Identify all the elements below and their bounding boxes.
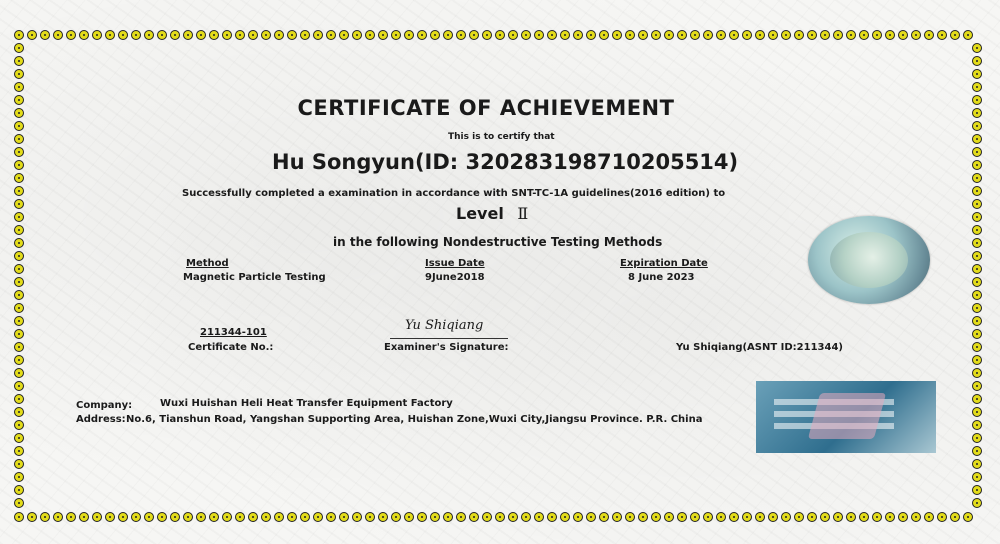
border-dot-icon xyxy=(742,512,752,522)
border-dot-icon xyxy=(768,30,778,40)
border-dot-icon xyxy=(963,30,973,40)
border-dot-icon xyxy=(14,186,24,196)
border-dot-icon xyxy=(300,512,310,522)
border-dot-icon xyxy=(222,30,232,40)
border-dot-icon xyxy=(14,485,24,495)
border-dot-icon xyxy=(118,512,128,522)
border-dot-icon xyxy=(404,30,414,40)
border-dot-icon xyxy=(807,512,817,522)
border-dot-icon xyxy=(326,30,336,40)
border-dot-icon xyxy=(14,368,24,378)
border-dot-icon xyxy=(972,238,982,248)
border-dot-icon xyxy=(430,30,440,40)
border-dot-icon xyxy=(729,512,739,522)
border-dot-icon xyxy=(638,512,648,522)
border-dot-icon xyxy=(14,498,24,508)
border-dot-icon xyxy=(560,30,570,40)
border-dot-icon xyxy=(14,160,24,170)
border-dot-icon xyxy=(573,512,583,522)
border-dot-icon xyxy=(586,512,596,522)
border-dot-icon xyxy=(14,238,24,248)
border-dot-icon xyxy=(14,420,24,430)
border-dot-icon xyxy=(690,512,700,522)
border-dot-icon xyxy=(443,30,453,40)
border-dot-icon xyxy=(972,498,982,508)
border-dot-icon xyxy=(703,512,713,522)
border-dot-icon xyxy=(170,512,180,522)
border-dot-icon xyxy=(547,30,557,40)
border-dot-icon xyxy=(742,30,752,40)
border-dot-icon xyxy=(833,512,843,522)
border-dot-icon xyxy=(781,30,791,40)
border-dot-icon xyxy=(14,277,24,287)
border-dot-icon xyxy=(972,251,982,261)
border-dot-icon xyxy=(261,30,271,40)
signature-line xyxy=(390,338,508,339)
certificate-title: CERTIFICATE OF ACHIEVEMENT xyxy=(297,96,675,120)
border-dot-icon xyxy=(53,30,63,40)
border-dot-icon xyxy=(261,512,271,522)
border-dot-icon xyxy=(972,56,982,66)
border-dot-icon xyxy=(677,30,687,40)
border-dot-icon xyxy=(937,30,947,40)
border-dot-icon xyxy=(183,512,193,522)
border-dot-icon xyxy=(326,512,336,522)
border-dot-icon xyxy=(846,30,856,40)
border-dot-icon xyxy=(612,512,622,522)
border-dot-icon xyxy=(755,30,765,40)
border-dot-icon xyxy=(14,446,24,456)
border-dot-icon xyxy=(972,381,982,391)
border-dot-icon xyxy=(313,512,323,522)
border-dot-icon xyxy=(972,303,982,313)
border-dot-icon xyxy=(521,30,531,40)
method-value: Magnetic Particle Testing xyxy=(183,272,326,283)
border-top xyxy=(14,30,973,40)
border-dot-icon xyxy=(14,394,24,404)
completion-statement: Successfully completed a examination in accordance with SNT-TC-1A guidelines(2016 edition) to xyxy=(182,188,726,199)
border-dot-icon xyxy=(677,512,687,522)
border-dot-icon xyxy=(157,512,167,522)
border-dot-icon xyxy=(27,30,37,40)
border-dot-icon xyxy=(972,69,982,79)
border-dot-icon xyxy=(972,407,982,417)
border-dot-icon xyxy=(599,512,609,522)
border-dot-icon xyxy=(638,30,648,40)
border-dot-icon xyxy=(131,30,141,40)
border-dot-icon xyxy=(495,512,505,522)
border-dot-icon xyxy=(339,512,349,522)
border-dot-icon xyxy=(972,134,982,144)
border-dot-icon xyxy=(443,512,453,522)
border-dot-icon xyxy=(105,30,115,40)
border-dot-icon xyxy=(534,512,544,522)
border-dot-icon xyxy=(625,30,635,40)
recipient-name: Hu Songyun(ID: 320283198710205514) xyxy=(272,150,739,174)
certificate-number: 211344-101 xyxy=(200,327,267,338)
border-dot-icon xyxy=(755,512,765,522)
border-dot-icon xyxy=(586,30,596,40)
border-dot-icon xyxy=(404,512,414,522)
level-value: Ⅱ xyxy=(517,204,529,223)
border-dot-icon xyxy=(456,512,466,522)
border-dot-icon xyxy=(14,472,24,482)
issue-date-header: Issue Date xyxy=(425,258,485,269)
border-dot-icon xyxy=(937,512,947,522)
border-dot-icon xyxy=(972,394,982,404)
border-dot-icon xyxy=(14,381,24,391)
border-dot-icon xyxy=(972,43,982,53)
border-dot-icon xyxy=(885,512,895,522)
border-dot-icon xyxy=(859,512,869,522)
border-dot-icon xyxy=(365,30,375,40)
issue-date-value: 9June2018 xyxy=(425,272,485,283)
expiration-date-header: Expiration Date xyxy=(620,258,708,269)
border-dot-icon xyxy=(872,512,882,522)
border-dot-icon xyxy=(144,30,154,40)
border-dot-icon xyxy=(14,147,24,157)
border-dot-icon xyxy=(105,512,115,522)
level xyxy=(456,204,528,223)
border-dot-icon xyxy=(521,512,531,522)
border-dot-icon xyxy=(378,30,388,40)
border-dot-icon xyxy=(547,512,557,522)
methods-line: in the following Nondestructive Testing Methods xyxy=(333,235,663,249)
border-dot-icon xyxy=(911,30,921,40)
border-dot-icon xyxy=(183,30,193,40)
border-dot-icon xyxy=(508,512,518,522)
border-dot-icon xyxy=(963,512,973,522)
border-dot-icon xyxy=(972,316,982,326)
method-header: Method xyxy=(186,258,229,269)
border-dot-icon xyxy=(14,329,24,339)
border-dot-icon xyxy=(820,512,830,522)
examiner-signature-label: Examiner's Signature: xyxy=(384,342,509,353)
border-dot-icon xyxy=(911,512,921,522)
border-dot-icon xyxy=(14,225,24,235)
border-dot-icon xyxy=(651,30,661,40)
border-dot-icon xyxy=(972,290,982,300)
border-dot-icon xyxy=(651,512,661,522)
border-dot-icon xyxy=(430,512,440,522)
border-dot-icon xyxy=(972,160,982,170)
border-dot-icon xyxy=(14,407,24,417)
border-dot-icon xyxy=(274,30,284,40)
border-dot-icon xyxy=(885,30,895,40)
border-dot-icon xyxy=(612,30,622,40)
border-dot-icon xyxy=(209,30,219,40)
border-dot-icon xyxy=(79,30,89,40)
border-dot-icon xyxy=(972,368,982,378)
border-dot-icon xyxy=(40,512,50,522)
border-dot-icon xyxy=(287,512,297,522)
border-dot-icon xyxy=(391,30,401,40)
border-dot-icon xyxy=(820,30,830,40)
border-dot-icon xyxy=(495,30,505,40)
border-dot-icon xyxy=(287,30,297,40)
border-dot-icon xyxy=(313,30,323,40)
border-dot-icon xyxy=(352,30,362,40)
company-logo-icon xyxy=(756,381,936,453)
border-dot-icon xyxy=(14,30,24,40)
border-dot-icon xyxy=(14,264,24,274)
border-dot-icon xyxy=(66,512,76,522)
border-dot-icon xyxy=(378,512,388,522)
border-dot-icon xyxy=(972,199,982,209)
border-dot-icon xyxy=(131,512,141,522)
border-dot-icon xyxy=(352,512,362,522)
border-dot-icon xyxy=(846,512,856,522)
border-dot-icon xyxy=(391,512,401,522)
border-dot-icon xyxy=(898,30,908,40)
border-dot-icon xyxy=(14,121,24,131)
border-dot-icon xyxy=(92,30,102,40)
border-dot-icon xyxy=(508,30,518,40)
border-dot-icon xyxy=(599,30,609,40)
border-dot-icon xyxy=(365,512,375,522)
border-dot-icon xyxy=(703,30,713,40)
hologram-seal-icon xyxy=(808,216,930,304)
border-dot-icon xyxy=(972,342,982,352)
border-dot-icon xyxy=(14,512,24,522)
border-dot-icon xyxy=(972,485,982,495)
border-dot-icon xyxy=(729,30,739,40)
address-label: Address: xyxy=(76,414,126,425)
border-dot-icon xyxy=(664,512,674,522)
level-label: Level xyxy=(456,204,504,223)
border-dot-icon xyxy=(40,30,50,40)
border-dot-icon xyxy=(456,30,466,40)
border-dot-icon xyxy=(235,30,245,40)
border-dot-icon xyxy=(716,512,726,522)
border-dot-icon xyxy=(972,446,982,456)
border-dot-icon xyxy=(196,512,206,522)
border-dot-icon xyxy=(339,30,349,40)
border-dot-icon xyxy=(950,30,960,40)
border-dot-icon xyxy=(14,303,24,313)
border-dot-icon xyxy=(794,512,804,522)
border-dot-icon xyxy=(14,56,24,66)
border-dot-icon xyxy=(833,30,843,40)
border-dot-icon xyxy=(972,329,982,339)
border-dot-icon xyxy=(482,512,492,522)
border-dot-icon xyxy=(417,30,427,40)
border-dot-icon xyxy=(573,30,583,40)
border-dot-icon xyxy=(27,512,37,522)
border-dot-icon xyxy=(14,251,24,261)
border-dot-icon xyxy=(222,512,232,522)
border-dot-icon xyxy=(14,43,24,53)
company-value: Wuxi Huishan Heli Heat Transfer Equipment Factory xyxy=(160,398,453,409)
border-dot-icon xyxy=(972,472,982,482)
border-dot-icon xyxy=(196,30,206,40)
company-label: Company: xyxy=(76,400,133,411)
border-bottom xyxy=(14,512,973,522)
border-dot-icon xyxy=(716,30,726,40)
border-dot-icon xyxy=(972,225,982,235)
border-dot-icon xyxy=(781,512,791,522)
border-dot-icon xyxy=(14,134,24,144)
border-dot-icon xyxy=(898,512,908,522)
border-dot-icon xyxy=(972,355,982,365)
border-dot-icon xyxy=(924,30,934,40)
border-dot-icon xyxy=(924,512,934,522)
border-dot-icon xyxy=(92,512,102,522)
border-dot-icon xyxy=(14,82,24,92)
address-value: No.6, Tianshun Road, Yangshan Supporting Area, Huishan Zone,Wuxi City,Jiangsu Province. P.R. China xyxy=(126,414,703,425)
border-dot-icon xyxy=(53,512,63,522)
border-dot-icon xyxy=(794,30,804,40)
border-dot-icon xyxy=(768,512,778,522)
certify-line: This is to certify that xyxy=(448,132,555,142)
border-dot-icon xyxy=(972,212,982,222)
border-dot-icon xyxy=(972,459,982,469)
border-dot-icon xyxy=(469,512,479,522)
border-dot-icon xyxy=(14,173,24,183)
border-dot-icon xyxy=(79,512,89,522)
border-dot-icon xyxy=(248,30,258,40)
border-dot-icon xyxy=(972,121,982,131)
border-dot-icon xyxy=(807,30,817,40)
border-dot-icon xyxy=(66,30,76,40)
border-dot-icon xyxy=(170,30,180,40)
border-dot-icon xyxy=(972,173,982,183)
border-dot-icon xyxy=(14,433,24,443)
border-dot-icon xyxy=(118,30,128,40)
border-dot-icon xyxy=(14,355,24,365)
border-dot-icon xyxy=(664,30,674,40)
border-dot-icon xyxy=(248,512,258,522)
border-dot-icon xyxy=(417,512,427,522)
border-dot-icon xyxy=(482,30,492,40)
border-dot-icon xyxy=(534,30,544,40)
border-dot-icon xyxy=(972,147,982,157)
border-dot-icon xyxy=(14,69,24,79)
border-dot-icon xyxy=(14,342,24,352)
border-dot-icon xyxy=(300,30,310,40)
border-dot-icon xyxy=(14,316,24,326)
border-dot-icon xyxy=(144,512,154,522)
border-dot-icon xyxy=(560,512,570,522)
certificate-number-label: Certificate No.: xyxy=(188,342,274,353)
examiner-signature: Yu Shiqiang xyxy=(405,318,484,333)
border-dot-icon xyxy=(950,512,960,522)
border-dot-icon xyxy=(972,82,982,92)
border-dot-icon xyxy=(235,512,245,522)
border-dot-icon xyxy=(14,199,24,209)
border-dot-icon xyxy=(469,30,479,40)
border-dot-icon xyxy=(209,512,219,522)
expiration-date-value: 8 June 2023 xyxy=(628,272,695,283)
border-dot-icon xyxy=(274,512,284,522)
border-dot-icon xyxy=(972,264,982,274)
border-dot-icon xyxy=(625,512,635,522)
border-dot-icon xyxy=(14,290,24,300)
border-dot-icon xyxy=(14,212,24,222)
border-dot-icon xyxy=(972,433,982,443)
border-dot-icon xyxy=(859,30,869,40)
border-dot-icon xyxy=(872,30,882,40)
border-dot-icon xyxy=(690,30,700,40)
border-dot-icon xyxy=(157,30,167,40)
examiner-name: Yu Shiqiang(ASNT ID:211344) xyxy=(676,342,843,353)
border-dot-icon xyxy=(972,420,982,430)
border-dot-icon xyxy=(14,459,24,469)
border-dot-icon xyxy=(972,277,982,287)
border-dot-icon xyxy=(972,186,982,196)
